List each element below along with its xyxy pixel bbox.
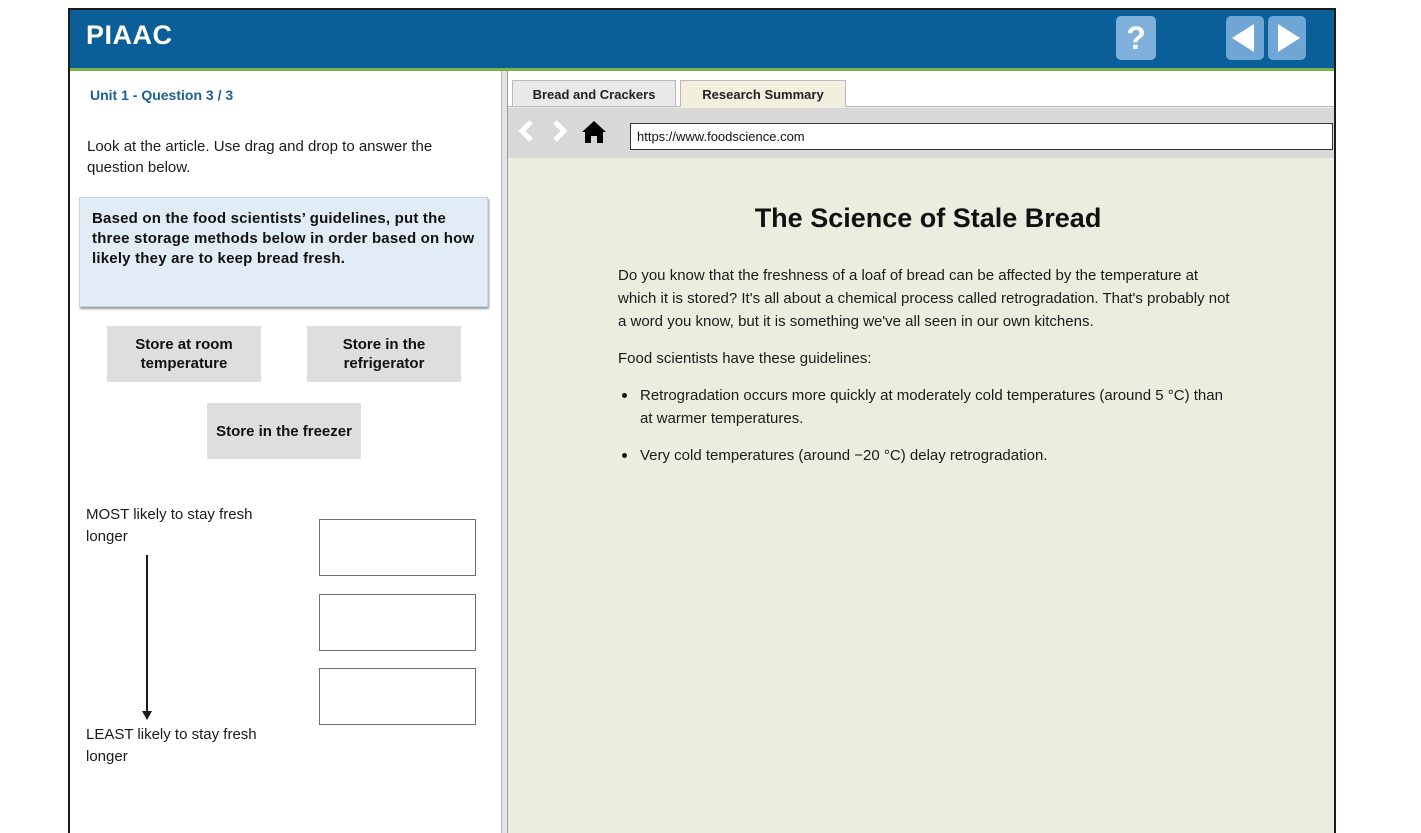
- bullet-icon: [622, 393, 627, 398]
- arrow-down-icon: [142, 711, 152, 720]
- url-field[interactable]: https://www.foodscience.com: [630, 123, 1333, 150]
- question-panel: [70, 71, 501, 833]
- help-button[interactable]: [1116, 16, 1156, 60]
- article-title: The Science of Stale Bread: [754, 203, 1102, 233]
- help-icon: ?: [1126, 20, 1146, 56]
- article-paragraph: Food scientists have these guidelines:: [618, 350, 872, 367]
- next-button[interactable]: [1268, 16, 1306, 60]
- tab-research-summary[interactable]: Research Summary: [680, 80, 846, 107]
- arrow-left-icon: [1232, 24, 1254, 52]
- panel-splitter[interactable]: [501, 71, 508, 833]
- scale-bottom-label: LEAST likely to stay fresh longer: [86, 726, 257, 765]
- header-bar: [70, 10, 1334, 71]
- assessment-window: [68, 8, 1336, 833]
- drop-zone-2[interactable]: [319, 594, 476, 651]
- previous-button[interactable]: [1226, 16, 1264, 60]
- question-prompt: Based on the food scientists’ guidelines, put the three storage methods below in order based on how likely they are to keep bread fresh.: [92, 210, 475, 267]
- drag-item-refrigerator[interactable]: Store in the refrigerator: [307, 326, 461, 382]
- browser-forward-icon[interactable]: [548, 120, 570, 142]
- home-icon[interactable]: [580, 118, 608, 146]
- bullet-icon: [622, 453, 627, 458]
- browser-toolbar: [508, 108, 1336, 158]
- browser-panel: [508, 71, 1336, 833]
- list-item: [618, 384, 1238, 430]
- app-title: PIAAC: [86, 20, 173, 50]
- tab-divider: [508, 106, 1336, 107]
- tab-bread-and-crackers[interactable]: Bread and Crackers: [512, 80, 676, 107]
- question-counter: Unit 1 - Question 3 / 3: [90, 87, 234, 103]
- question-prompt-box: [79, 197, 488, 307]
- instructions-text: Look at the article. Use drag and drop to answer the question below.: [87, 138, 433, 176]
- scale-arrow-icon: [146, 555, 148, 715]
- article-content: [618, 179, 1238, 481]
- guidelines-list: [618, 384, 1238, 467]
- list-item: [618, 444, 1238, 467]
- guideline-text: Retrogradation occurs more quickly at moderately cold temperatures (around 5 °C) than at warmer temperatures.: [640, 387, 1223, 427]
- guideline-text: Very cold temperatures (around −20 °C) delay retrogradation.: [640, 447, 1048, 464]
- drag-item-room-temperature[interactable]: Store at room temperature: [107, 326, 261, 382]
- article-paragraph: Do you know that the freshness of a loaf of bread can be affected by the temperature at which it is stored? It's all about a chemical process called retrogradation. That's probably not a word you know, but it is something we've all seen in our own kitchens.: [618, 267, 1230, 330]
- drag-item-freezer[interactable]: Store in the freezer: [207, 403, 361, 459]
- scale-top-label: MOST likely to stay fresh longer: [86, 506, 253, 545]
- arrow-right-icon: [1278, 24, 1300, 52]
- drop-zone-3[interactable]: [319, 668, 476, 725]
- drop-zone-1[interactable]: [319, 519, 476, 576]
- browser-back-icon[interactable]: [516, 120, 538, 142]
- tab-strip: [508, 71, 1336, 107]
